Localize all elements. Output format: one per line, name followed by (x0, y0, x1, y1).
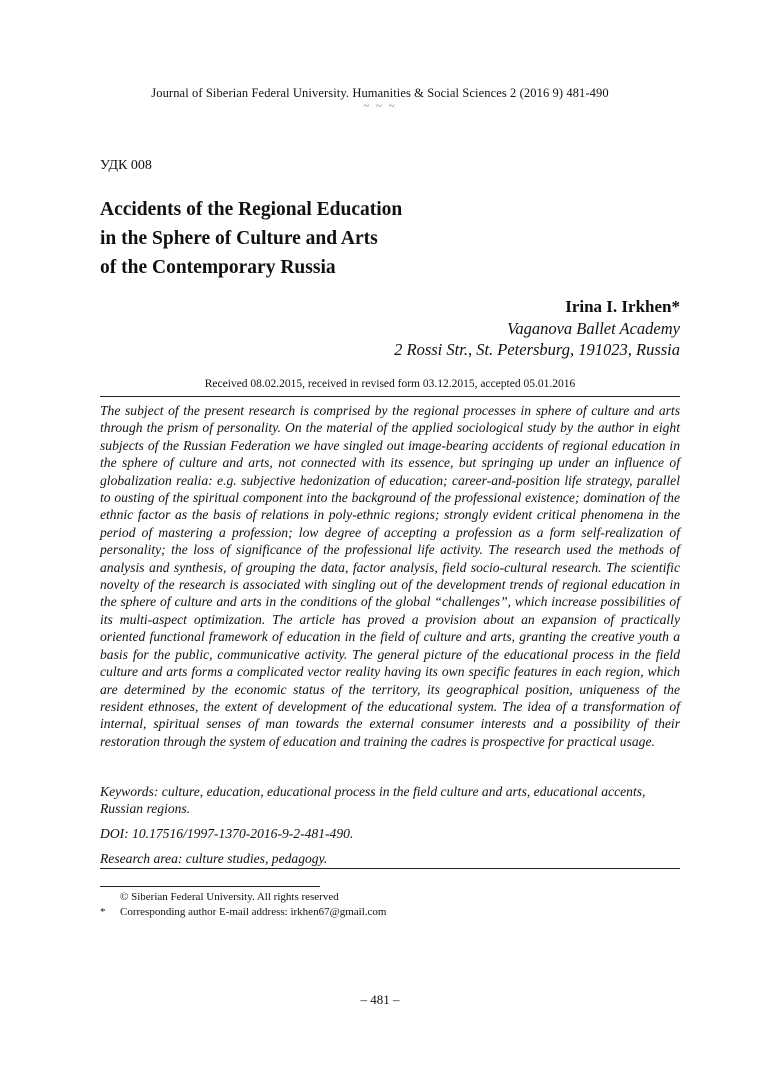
udk-code: УДК 008 (100, 158, 152, 173)
page-number: – 481 – (360, 992, 400, 1007)
footnote-copyright (100, 890, 339, 904)
article-title (100, 195, 402, 282)
footnote-mark: * (100, 906, 106, 918)
copyright-text: © Siberian Federal University. All rights reserved (120, 891, 339, 903)
research-area: Research area: culture studies, pedagogy. (100, 851, 328, 866)
footnote-corresponding (100, 905, 386, 919)
abstract-text: The subject of the present research is comprised by the regional processes in sphere of culture and arts through the prism of personality. On the material of the applied sociological study by the author in eight subjects of the Russian Federation we have singled out image-bearing accidents of regional education in the sphere of culture and arts, not connected with its essence, but springing up under an influence of globalization realia: e.g. subjective hedonization of education; career-and-position life strategy, parallel to ousting of the spiritual component into the background of the professional existence; domination of the ethnic factor as the basis of relations in poly-ethnic regions; strongly evident critical phenomena in the period of mastering a profession; low degree of accepting a profession as a form self-realization of personality; the loss of significance of the professional life activity. The research used the methods of analysis and synthesis, of grouping the data, factor analysis, field socio-cultural research. The scientific novelty of the research is associated with singling out of the development trends of regional education in the sphere of culture and arts in the conditions of the global “challenges”, which increase possibilities of its multi-aspect optimization. The article has proved a provision about an expansion of practically oriented functional framework of education in the field of culture and arts, granting the creative youth a basis for the public, communicative activity. The general picture of the educational process in the field culture and arts forms a complicated vector reality having its own specific features in each region, which are determined by the economic status of the territory, its geographical position, uniqueness of the resident ethnoses, the extent of development of the educational system. The idea of a transformation of internal, spiritual senses of man towards the external consumer interests and a possibility of their restoration through the system of education and training the cadres is prospective for practical usage. (100, 403, 680, 749)
title-line-1: Accidents of the Regional Education (100, 199, 403, 220)
author-address: 2 Rossi Str., St. Petersburg, 191023, Russia (394, 340, 680, 359)
journal-header: Journal of Siberian Federal University. Humanities & Social Sciences 2 (2016 9) 481-490 (151, 86, 609, 100)
corresponding-text: Corresponding author E-mail address: irkhen67@gmail.com (120, 906, 387, 918)
title-line-3: of the Contemporary Russia (100, 257, 336, 278)
abstract-bottom-rule (100, 868, 680, 869)
header-ornament: ~ ~ ~ (363, 100, 397, 112)
title-line-2: in the Sphere of Culture and Arts (100, 228, 378, 249)
author-affiliation: Vaganova Ballet Academy (507, 318, 680, 338)
abstract-top-rule (100, 396, 680, 397)
received-dates: Received 08.02.2015, received in revised form 03.12.2015, accepted 05.01.2016 (204, 378, 576, 390)
keywords: Keywords: culture, education, educational process in the field culture and arts, educational accents, Russian regions. (100, 784, 646, 817)
author-name: Irina I. Irkhen* (565, 297, 680, 316)
author-block (394, 296, 680, 361)
footnote-rule (100, 886, 320, 887)
doi: DOI: 10.17516/1997-1370-2016-9-2-481-490. (100, 826, 354, 841)
